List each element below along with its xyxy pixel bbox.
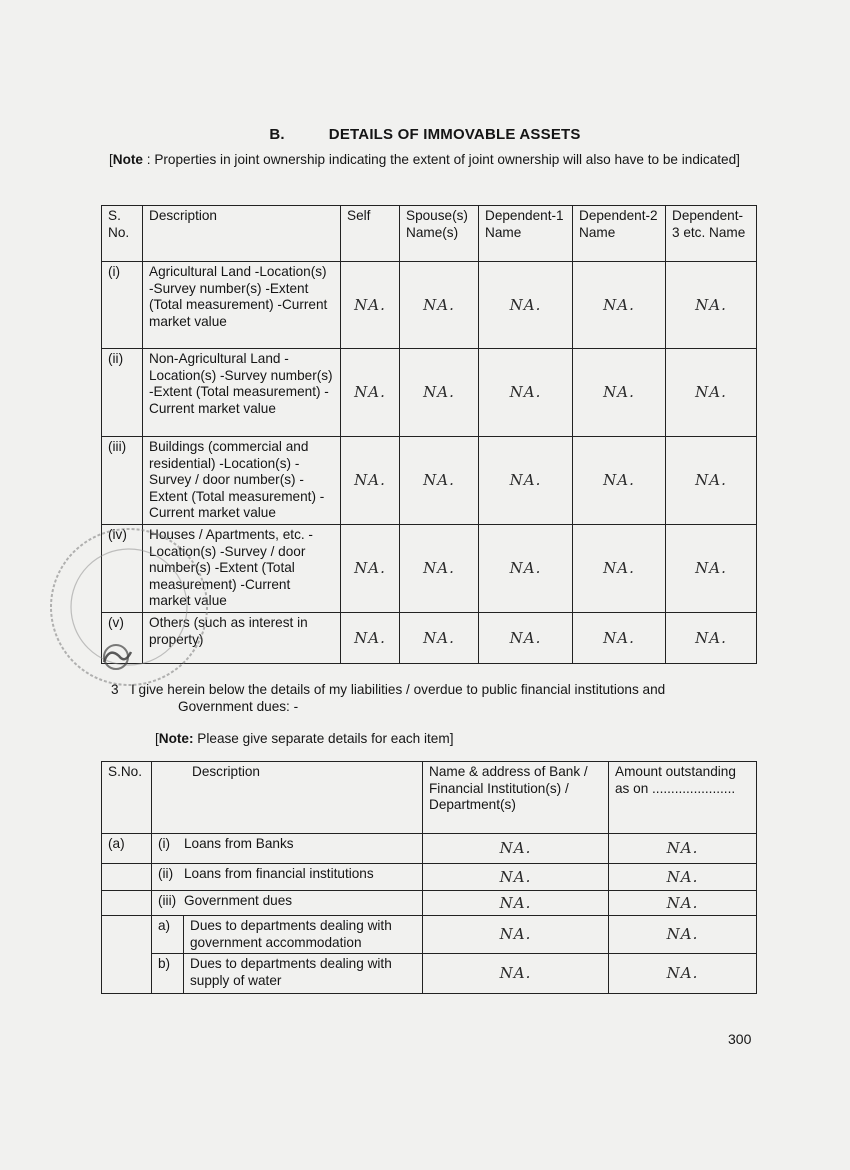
row-description: [152, 834, 423, 864]
note-label: Note: [112, 152, 143, 167]
row-sub: a): [152, 916, 184, 954]
row-description: [152, 891, 423, 916]
asset-row-houses: [102, 525, 757, 613]
header-spouse: Spouse(s) Name(s): [400, 206, 479, 262]
handwritten-na: NA.: [479, 349, 573, 437]
handwritten-na: NA.: [341, 349, 400, 437]
asset-row-agricultural: [102, 262, 757, 349]
handwritten-na: NA.: [666, 437, 757, 525]
empty-cell: [102, 864, 152, 891]
handwritten-na: NA.: [479, 525, 573, 613]
row-sub: (iii): [158, 893, 177, 908]
asset-row-non-agricultural: [102, 349, 757, 437]
row-description: Dues to departments dealing with supply of water: [184, 954, 423, 994]
immovable-assets-table: [101, 205, 757, 664]
handwritten-na: NA.: [573, 525, 666, 613]
row-sub: (i): [158, 836, 171, 851]
handwritten-na: NA.: [573, 437, 666, 525]
handwritten-na: NA.: [666, 262, 757, 349]
liabilities-text-line2: Government dues: -: [178, 699, 299, 714]
liability-row-accommodation-dues: [102, 916, 757, 954]
row-sno: (iv): [102, 525, 143, 613]
page-number: 300: [728, 1031, 752, 1047]
assets-header-row: [102, 206, 757, 262]
handwritten-na: NA.: [341, 262, 400, 349]
header-bank: Name & address of Bank / Financial Institution(s) / Department(s): [423, 762, 609, 834]
handwritten-na: NA.: [609, 864, 757, 891]
handwritten-na: NA.: [479, 262, 573, 349]
row-sno: (v): [102, 613, 143, 664]
row-text: Loans from financial institutions: [184, 866, 374, 881]
liability-row-government-dues: [102, 891, 757, 916]
handwritten-na: NA.: [609, 891, 757, 916]
row-description: Non-Agricultural Land -Location(s) -Survey number(s) -Extent (Total measurement) -Current market value: [143, 349, 341, 437]
row-description: Others (such as interest in property): [143, 613, 341, 664]
row-description: Houses / Apartments, etc. -Location(s) -Survey / door number(s) -Extent (Total measurement) -Current market value: [143, 525, 341, 613]
handwritten-na: NA.: [573, 262, 666, 349]
section-letter: B.: [269, 126, 285, 143]
header-description: Description: [143, 206, 341, 262]
liabilities-text-line1: I give herein below the details of my liabilities / overdue to public financial institutions and: [131, 682, 666, 697]
empty-cell: [102, 891, 152, 916]
handwritten-na: NA.: [400, 349, 479, 437]
note2-label: Note:: [158, 731, 194, 746]
handwritten-na: NA.: [423, 891, 609, 916]
header-sno: S.No.: [102, 762, 152, 834]
header-sno: S. No.: [102, 206, 143, 262]
empty-cell: [102, 916, 152, 994]
liability-row-water-dues: [102, 954, 757, 994]
handwritten-na: NA.: [400, 525, 479, 613]
note2-text: Please give separate details for each item]: [193, 731, 454, 746]
handwritten-na: NA.: [341, 613, 400, 664]
handwritten-na: NA.: [400, 437, 479, 525]
asset-row-buildings: [102, 437, 757, 525]
header-description: Description: [152, 762, 423, 834]
liability-row-financial-institutions: [102, 864, 757, 891]
asset-row-others: [102, 613, 757, 664]
header-self: Self: [341, 206, 400, 262]
header-amount: Amount outstanding as on ......................: [609, 762, 757, 834]
row-description: Dues to departments dealing with government accommodation: [184, 916, 423, 954]
group-label: (a): [102, 834, 152, 864]
row-sno: (iii): [102, 437, 143, 525]
handwritten-na: NA.: [609, 834, 757, 864]
handwritten-na: NA.: [423, 954, 609, 994]
item-number: 3: [111, 682, 119, 697]
handwritten-na: NA.: [423, 916, 609, 954]
row-sno: (i): [102, 262, 143, 349]
handwritten-na: NA.: [423, 834, 609, 864]
handwritten-na: NA.: [573, 613, 666, 664]
handwritten-na: NA.: [666, 349, 757, 437]
note-text: : Properties in joint ownership indicating the extent of joint ownership will also have to be indicated]: [143, 152, 740, 167]
handwritten-na: NA.: [479, 437, 573, 525]
row-text: Government dues: [184, 893, 293, 908]
header-dependent-2: Dependent-2 Name: [573, 206, 666, 262]
liability-row-bank-loans: [102, 834, 757, 864]
handwritten-na: NA.: [609, 954, 757, 994]
header-dependent-3: Dependent-3 etc. Name: [666, 206, 757, 262]
section-title: DETAILS OF IMMOVABLE ASSETS: [328, 126, 581, 143]
liabilities-table: [101, 761, 757, 994]
handwritten-na: NA.: [341, 525, 400, 613]
row-sub: b): [152, 954, 184, 994]
note2-open: [: [155, 731, 159, 746]
row-description: [152, 864, 423, 891]
separate-details-note: [155, 731, 453, 746]
row-description: Agricultural Land -Location(s) -Survey number(s) -Extent (Total measurement) -Current market value: [143, 262, 341, 349]
header-dependent-1: Dependent-1 Name: [479, 206, 573, 262]
row-sub: (ii): [158, 866, 174, 881]
handwritten-na: NA.: [666, 525, 757, 613]
section-heading: [0, 126, 850, 143]
handwritten-na: NA.: [400, 613, 479, 664]
liabilities-statement: [111, 681, 665, 715]
handwritten-na: NA.: [609, 916, 757, 954]
handwritten-na: NA.: [666, 613, 757, 664]
handwritten-na: NA.: [423, 864, 609, 891]
joint-ownership-note: [Note : Properties in joint ownership indicating the extent of joint ownership will also have to be indicated]: [109, 152, 740, 167]
liabilities-header-row: [102, 762, 757, 834]
handwritten-na: NA.: [573, 349, 666, 437]
row-sno: (ii): [102, 349, 143, 437]
row-text: Loans from Banks: [184, 836, 294, 851]
handwritten-na: NA.: [341, 437, 400, 525]
handwritten-na: NA.: [479, 613, 573, 664]
handwritten-na: NA.: [400, 262, 479, 349]
row-description: Buildings (commercial and residential) -Location(s) -Survey / door number(s) -Extent (Total measurement) -Current market value: [143, 437, 341, 525]
